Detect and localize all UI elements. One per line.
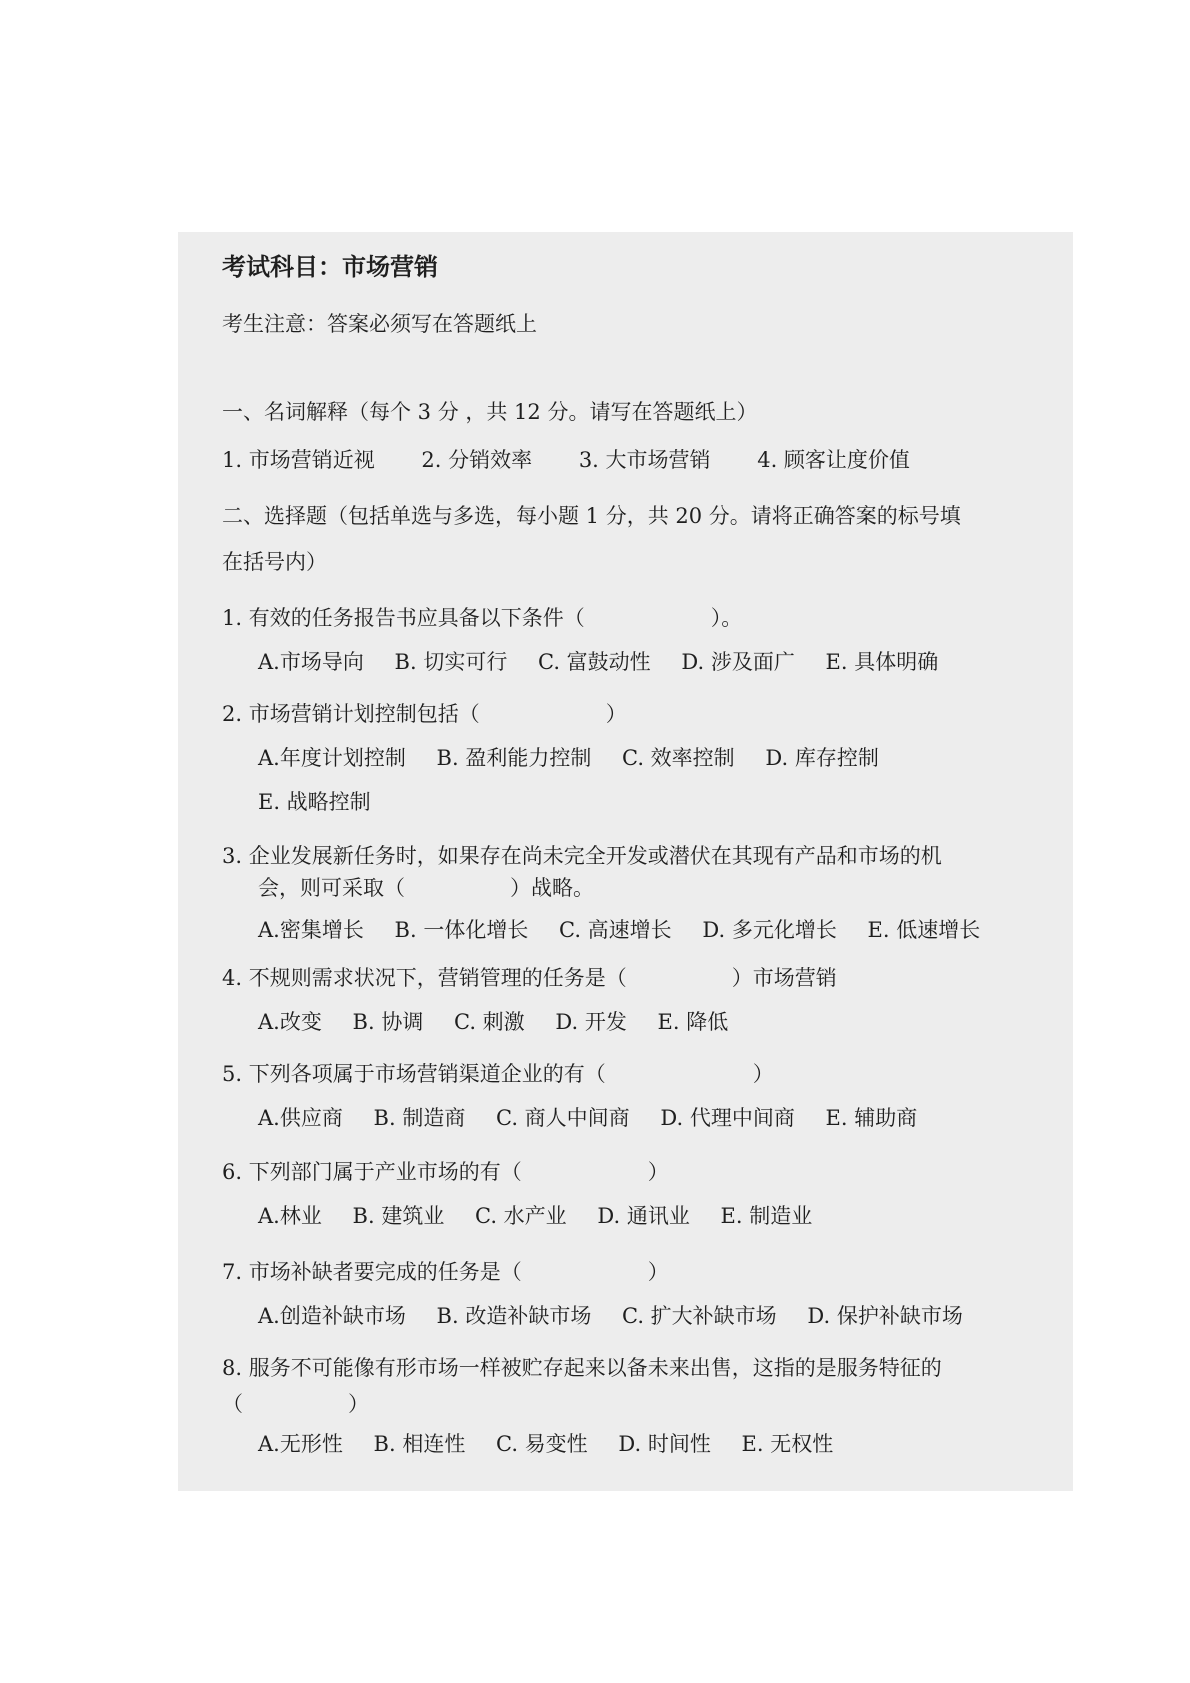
option: C. 扩大补缺市场	[622, 1304, 777, 1328]
term-item: 4. 顾客让度价值	[757, 448, 910, 472]
option: C. 富鼓动性	[538, 650, 651, 674]
option: A.密集增长	[258, 918, 364, 942]
question-8-options	[258, 1430, 833, 1458]
option: D. 时间性	[618, 1432, 711, 1456]
option: A.市场导向	[258, 650, 364, 674]
option: B. 协调	[352, 1010, 424, 1034]
option: A.改变	[258, 1010, 322, 1034]
question-3-cont: 会，则可采取（ ）战略。	[258, 876, 594, 900]
option: E. 无权性	[741, 1432, 834, 1456]
question-2-options-cont	[258, 788, 371, 816]
option: B. 一体化增长	[394, 918, 529, 942]
option: A.无形性	[258, 1432, 343, 1456]
option: B. 切实可行	[394, 650, 508, 674]
section2-heading: 二、选择题（包括单选与多选，每小题 1 分，共 20 分。请将正确答案的标号填	[222, 504, 961, 528]
exam-notice: 考生注意：答案必须写在答题纸上	[222, 312, 537, 336]
section2-heading-cont: 在括号内）	[222, 550, 327, 574]
exam-title: 考试科目：市场营销	[222, 252, 438, 281]
term-list	[222, 446, 910, 474]
question-1-options	[258, 648, 938, 676]
option: E. 辅助商	[825, 1106, 918, 1130]
question-4-options	[258, 1008, 728, 1036]
question-3: 3. 企业发展新任务时，如果存在尚未完全开发或潜伏在其现有产品和市场的机	[222, 844, 942, 868]
option: D. 通讯业	[597, 1204, 690, 1228]
option: C. 刺激	[454, 1010, 525, 1034]
option: E. 低速增长	[867, 918, 981, 942]
option: A.供应商	[258, 1106, 343, 1130]
option: C. 易变性	[496, 1432, 588, 1456]
option: E. 降低	[657, 1010, 729, 1034]
option: B. 制造商	[373, 1106, 466, 1130]
term-item: 1. 市场营销近视	[222, 448, 375, 472]
option: B. 建筑业	[352, 1204, 445, 1228]
option: D. 多元化增长	[702, 918, 837, 942]
option: D. 保护补缺市场	[807, 1304, 963, 1328]
option: E. 制造业	[720, 1204, 813, 1228]
question-8: 8. 服务不可能像有形市场一样被贮存起来以备未来出售，这指的是服务特征的	[222, 1356, 942, 1380]
term-item: 3. 大市场营销	[578, 448, 711, 472]
option: D. 开发	[555, 1010, 627, 1034]
option: C. 效率控制	[622, 746, 735, 770]
question-6-options	[258, 1202, 812, 1230]
question-7-options	[258, 1302, 963, 1330]
option: D. 代理中间商	[660, 1106, 795, 1130]
option: B. 相连性	[373, 1432, 466, 1456]
section1-heading: 一、名词解释（每个 3 分 ，共 12 分。请写在答题纸上）	[222, 400, 758, 424]
question-2: 2. 市场营销计划控制包括（ ）	[222, 702, 627, 726]
question-4: 4. 不规则需求状况下，营销管理的任务是（ ）市场营销	[222, 966, 837, 990]
option: C. 商人中间商	[496, 1106, 630, 1130]
option: E. 具体明确	[825, 650, 939, 674]
option: B. 盈利能力控制	[436, 746, 592, 770]
question-5-options	[258, 1104, 917, 1132]
question-3-options	[258, 916, 980, 944]
option: A.林业	[258, 1204, 322, 1228]
option: E. 战略控制	[258, 790, 371, 814]
question-7: 7. 市场补缺者要完成的任务是（ ）	[222, 1260, 669, 1284]
option: D. 库存控制	[765, 746, 879, 770]
option: A.创造补缺市场	[258, 1304, 406, 1328]
option: C. 高速增长	[559, 918, 672, 942]
option: C. 水产业	[475, 1204, 567, 1228]
term-item: 2. 分销效率	[421, 448, 533, 472]
question-6: 6. 下列部门属于产业市场的有（ ）	[222, 1160, 669, 1184]
question-5: 5. 下列各项属于市场营销渠道企业的有（ ）	[222, 1062, 774, 1086]
question-8-cont: （ ）	[222, 1392, 369, 1416]
option: D. 涉及面广	[681, 650, 795, 674]
question-2-options	[258, 744, 879, 772]
option: B. 改造补缺市场	[436, 1304, 592, 1328]
option: A.年度计划控制	[258, 746, 406, 770]
question-1: 1. 有效的任务报告书应具备以下条件（ ）。	[222, 606, 743, 630]
